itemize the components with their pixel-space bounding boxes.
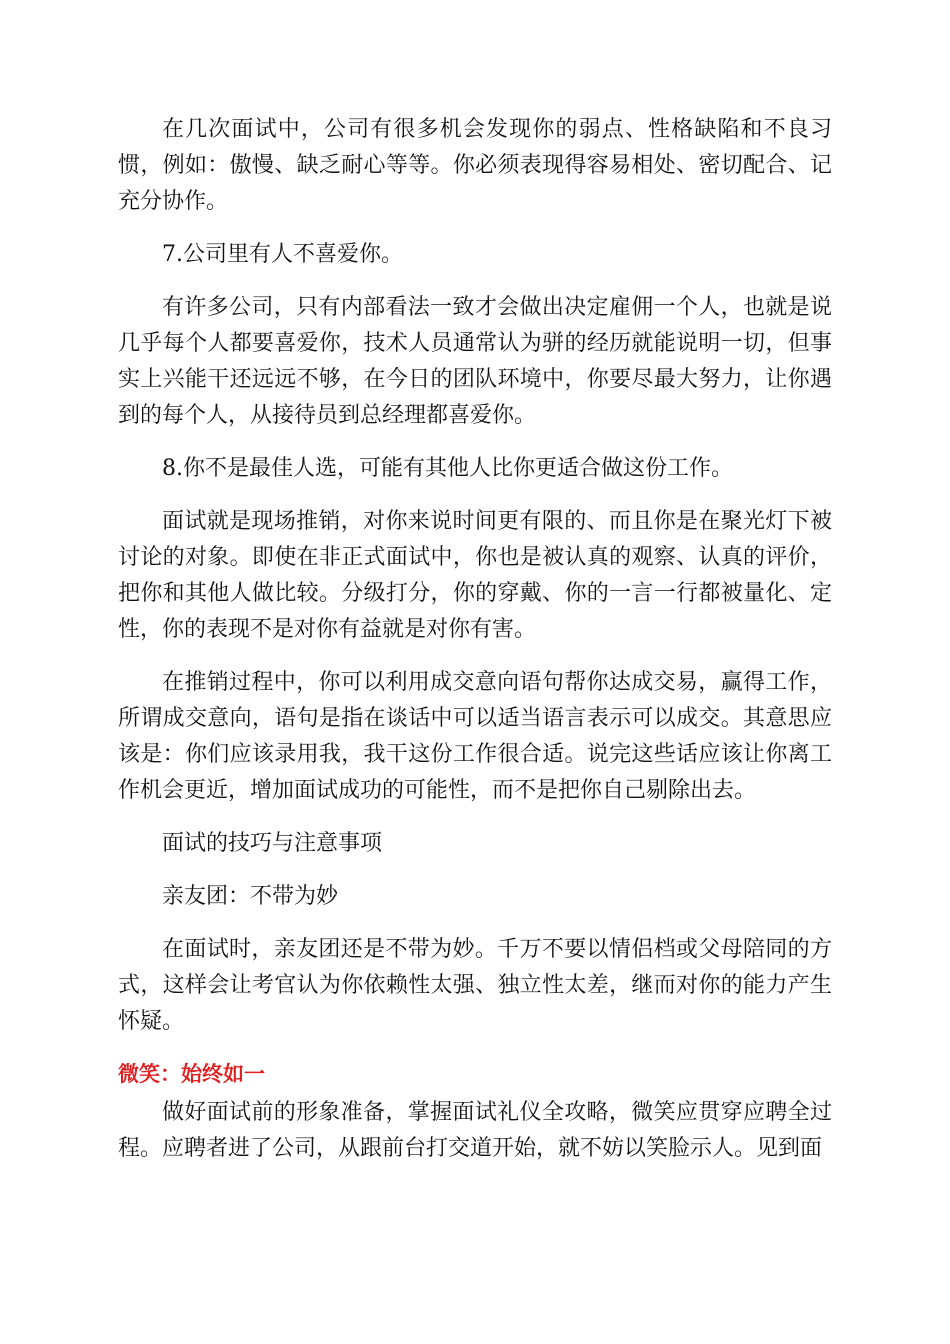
section-heading-smile: 微笑：始终如一: [118, 1062, 265, 1086]
paragraph-point-8: 8.你不是最佳人选，可能有其他人比你更适合做这份工作。: [162, 456, 733, 481]
paragraph-tips-title: 面试的技巧与注意事项: [162, 831, 383, 856]
paragraph-weaknesses: 在几次面试中，公司有很多机会发现你的弱点、性格缺陷和不良习惯，例如：傲慢、缺乏耐心等等。你必须表现得容易相处、密切配合、记充分协作。: [118, 117, 832, 214]
paragraph-liked-by-all: 有许多公司，只有内部看法一致才会做出决定雇佣一个人，也就是说几乎每个人都要喜爱你，技术人员通常认为骈的经历就能说明一切，但事实上兴能干还远远不够，在今日的团队环境中，你要尽最大努力，让你遇到的每个人，从接待员到总经理都喜爱你。: [118, 295, 832, 428]
paragraph-friends: 在面试时，亲友团还是不带为妙。千万不要以情侣档或父母陪同的方式，这样会让考官认为你依赖性太强、独立性太差，继而对你的能力产生怀疑。: [118, 937, 832, 1034]
paragraph-friends-subtitle: 亲友团：不带为妙: [162, 884, 339, 909]
document-body: [118, 112, 832, 1167]
paragraph-closing-statement: 在推销过程中，你可以利用成交意向语句帮你达成交易，赢得工作，所谓成交意向，语句是指在谈话中可以适当语言表示可以成交。其意思应该是：你们应该录用我，我干这份工作很合适。说完这些话应该让你离工作机会更近，增加面试成功的可能性，而不是把你自己剔除出去。: [118, 670, 832, 803]
paragraph-smile: 做好面试前的形象准备，掌握面试礼仪全攻略，微笑应贯穿应聘全过程。应聘者进了公司，从跟前台打交道开始，就不妨以笑脸示人。见到面: [118, 1100, 832, 1161]
paragraph-point-7: 7.公司里有人不喜爱你。: [162, 242, 403, 267]
paragraph-sales-pitch: 面试就是现场推销，对你来说时间更有限的、而且你是在聚光灯下被讨论的对象。即使在非正式面试中，你也是被认真的观察、认真的评价，把你和其他人做比较。分级打分，你的穿戴、你的一言一行都被量化、定性，你的表现不是对你有益就是对你有害。: [118, 509, 832, 642]
